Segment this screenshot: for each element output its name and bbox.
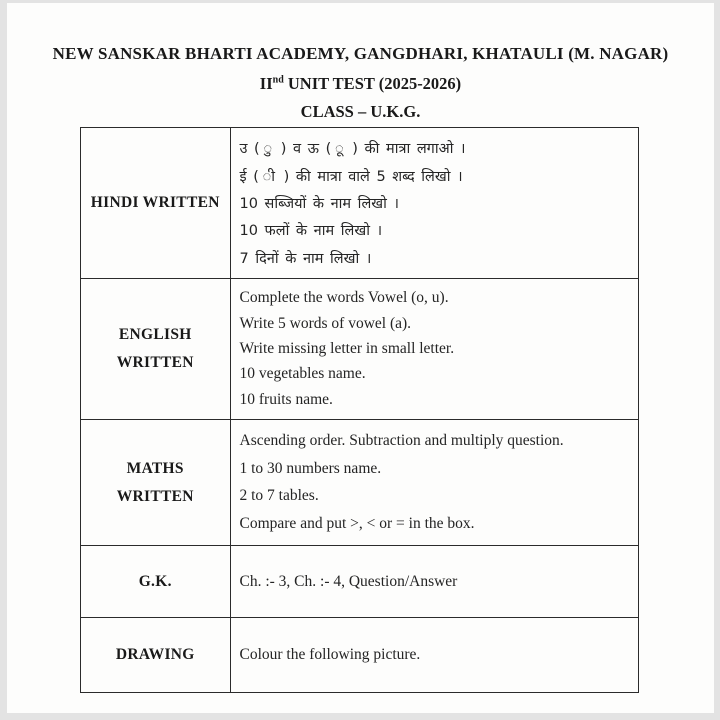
tasks-cell-drawing <box>231 618 639 692</box>
subject-cell-maths-written <box>81 420 231 545</box>
subject-cell-drawing <box>81 618 231 692</box>
task-line: Write missing letter in small letter. <box>239 339 455 357</box>
subject-label: WRITTEN <box>116 354 194 371</box>
test-title-roman: II <box>259 74 273 93</box>
subject-label: MATHS <box>126 459 184 477</box>
exam-syllabus-table <box>80 127 639 693</box>
test-title-ordinal: nd <box>272 74 284 86</box>
task-line: Complete the words Vowel (o, u). <box>239 289 449 307</box>
task-line: 7 दिनों के नाम लिखो । <box>239 250 372 267</box>
subject-cell-hindi-written <box>81 128 231 278</box>
subject-label: ENGLISH <box>118 326 192 343</box>
task-line: Ascending order. Subtraction and multiply question. <box>239 432 564 450</box>
table-row-gk <box>81 545 638 617</box>
table-row-hindi-written <box>81 128 638 278</box>
school-name: NEW SANSKAR BHARTI ACADEMY, GANGDHARI, KHATAULI (M. NAGAR) <box>52 44 669 63</box>
task-line: 10 फलों के नाम लिखो । <box>239 223 383 240</box>
table-row-maths-written <box>81 419 638 545</box>
test-title-rest: UNIT TEST (2025-2026) <box>283 74 462 93</box>
subject-cell-english-written <box>81 279 231 419</box>
task-line: 10 vegetables name. <box>239 365 366 383</box>
tasks-cell-gk <box>231 546 639 617</box>
task-line: Colour the following picture. <box>239 646 421 663</box>
task-line: 2 to 7 tables. <box>239 487 319 505</box>
task-line: Compare and put >, < or = in the box. <box>239 514 475 532</box>
page <box>7 3 714 713</box>
tasks-cell-hindi-written <box>231 128 639 278</box>
subject-cell-gk <box>81 546 231 617</box>
task-line: 10 fruits name. <box>239 390 333 408</box>
test-title <box>7 69 714 98</box>
table-row-english-written <box>81 278 638 419</box>
task-line: Ch. :- 3, Ch. :- 4, Question/Answer <box>239 572 458 590</box>
subject-label: G.K. <box>138 572 172 590</box>
subject-label: HINDI WRITTEN <box>90 194 220 211</box>
task-line: 1 to 30 numbers name. <box>239 459 382 477</box>
subject-label: WRITTEN <box>116 487 194 505</box>
class-line: CLASS – U.K.G. <box>300 102 421 121</box>
task-line: Write 5 words of vowel (a). <box>239 314 412 332</box>
subject-label: DRAWING <box>115 646 195 663</box>
task-line: ई ( ी ) की मात्रा वाले 5 शब्द लिखो । <box>239 168 463 185</box>
document-header <box>7 39 714 125</box>
task-line: 10 सब्जियों के नाम लिखो । <box>239 195 399 212</box>
table-row-drawing <box>81 617 638 692</box>
tasks-cell-english-written <box>231 279 639 419</box>
tasks-cell-maths-written <box>231 420 639 545</box>
task-line: उ ( ु ) व ऊ ( ू ) की मात्रा लगाओ । <box>239 141 466 158</box>
